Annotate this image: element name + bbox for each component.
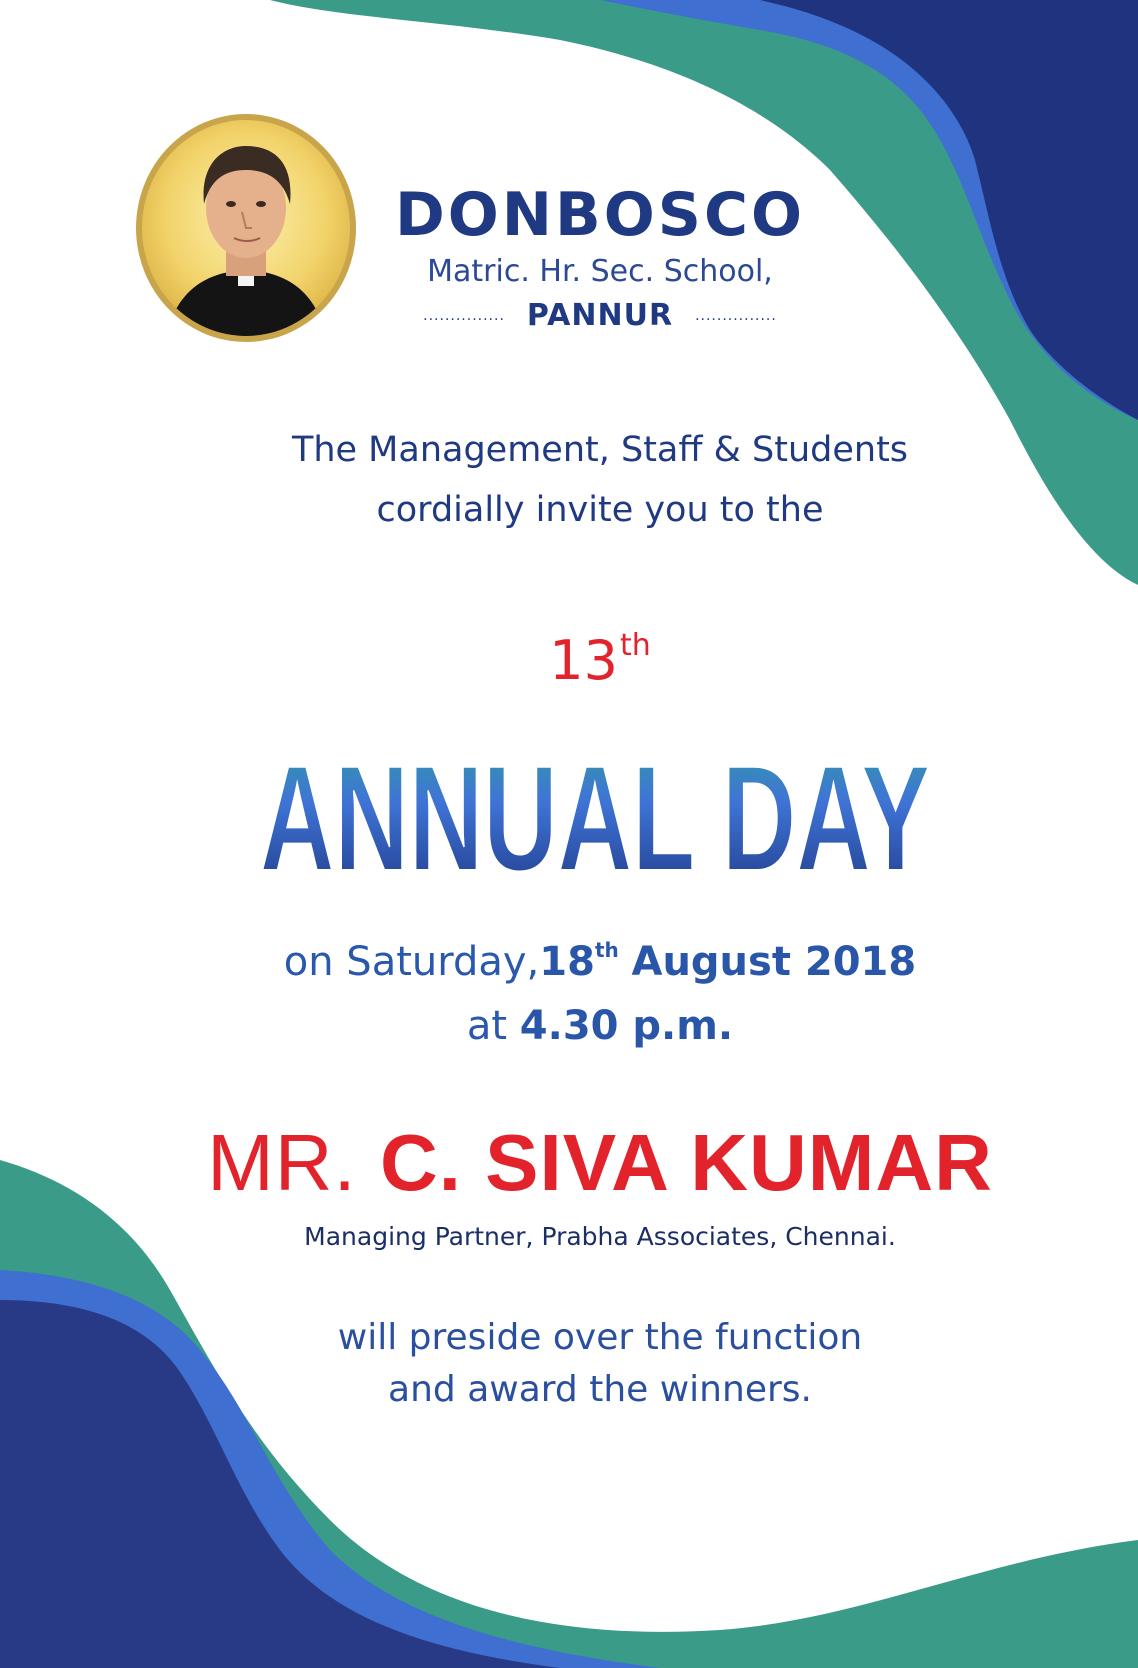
chief-guest [200,1118,1000,1208]
school-type: Matric. Hr. Sec. School, [427,254,773,289]
invitation-text [230,420,970,540]
event-ordinal [500,628,700,692]
right-dot-rule: ............... [695,307,777,324]
school-town-row [380,298,820,333]
date-month-year: August 2018 [631,939,917,985]
left-dot-rule: ............... [423,307,505,324]
school-town: PANNUR [526,298,674,333]
school-header [380,180,820,333]
date-prefix: on Saturday, [283,939,540,985]
closing-text [280,1312,920,1416]
guest-title: MR. [207,1118,357,1207]
invitation-line-2: cordially invite you to the [376,490,824,530]
event-ordinal-suffix: th [619,628,651,663]
date-day-suffix: th [594,938,619,962]
event-schedule [240,918,960,1058]
closing-line-2: and award the winners. [388,1369,812,1410]
founder-portrait [134,112,358,344]
closing-line-1: will preside over the function [337,1317,863,1358]
date-day: 18 [539,939,595,985]
event-time [240,994,960,1058]
event-date [240,918,960,994]
guest-name: C. SIVA KUMAR [379,1118,993,1207]
invitation-line-1: The Management, Staff & Students [291,430,909,470]
guest-role: Managing Partner, Prabha Associates, Chennai. [304,1222,896,1251]
school-name: DONBOSCO [394,180,805,250]
time-value: 4.30 p.m. [519,1003,734,1049]
event-ordinal-number: 13 [549,629,618,692]
event-title: ANNUAL DAY [260,734,930,902]
time-prefix: at [466,1003,508,1049]
event-title-graphic [250,730,940,902]
